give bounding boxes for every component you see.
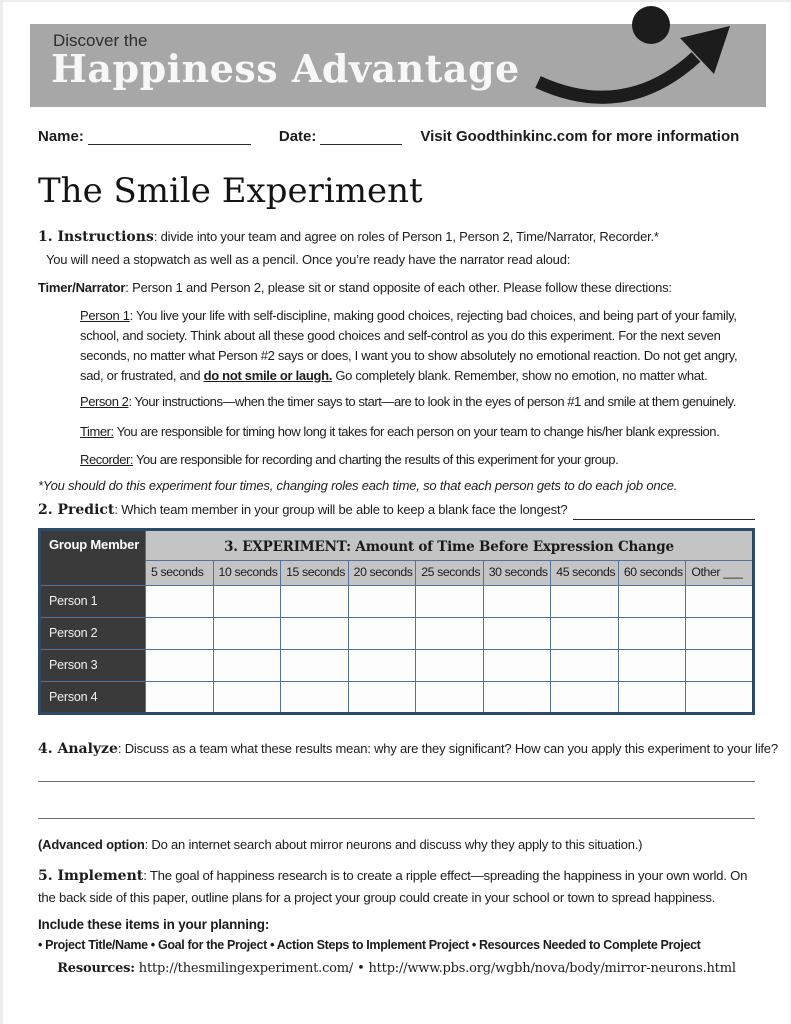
implement-paragraph	[38, 865, 755, 909]
entry-cell[interactable]	[618, 617, 686, 649]
entry-cell[interactable]	[618, 585, 686, 617]
column-header: 30 seconds	[483, 560, 551, 585]
page-title: The Smile Experiment	[38, 171, 423, 211]
analyze-text: : Discuss as a team what these results mean: why are they significant? How can you apply this experiment to your life?	[117, 740, 778, 756]
predict-heading: 2. Predict	[38, 501, 115, 518]
entry-cell[interactable]	[483, 649, 551, 681]
narrator-text: : Person 1 and Person 2, please sit or stand opposite of each other. Please follow these directions:	[125, 279, 672, 295]
resource-link-2[interactable]: http://www.pbs.org/wgbh/nova/body/mirror-neurons.html	[368, 960, 736, 976]
entry-cell[interactable]	[281, 681, 349, 713]
entry-cell[interactable]	[213, 617, 281, 649]
resources-separator: •	[357, 960, 365, 976]
row-label: Person 3	[40, 649, 146, 681]
row-label: Person 4	[40, 681, 146, 713]
entry-cell[interactable]	[551, 681, 619, 713]
entry-cell[interactable]	[551, 617, 619, 649]
answer-line-2[interactable]	[38, 818, 755, 819]
content-area	[38, 128, 778, 976]
entry-cell[interactable]	[281, 649, 349, 681]
column-header: 25 seconds	[416, 560, 484, 585]
advanced-text: : Do an internet search about mirror neurons and discuss why they apply to this situation.)	[144, 836, 643, 852]
entry-cell[interactable]	[213, 585, 281, 617]
experiment-table-body	[40, 585, 754, 713]
implement-text: : The goal of happiness research is to create a ripple effect—spreading the happiness in your own world. On the back side of this paper, outline plans for a project your group could create in your school or town to spread happiness.	[38, 867, 748, 905]
person1-emphasis: do not smile or laugh.	[203, 367, 333, 383]
instructions-heading: 1. Instructions	[38, 228, 154, 245]
entry-cell[interactable]	[146, 617, 214, 649]
planning-items-line: • Project Title/Name • Goal for the Project • Action Steps to Implement Project • Resources Needed to Complete Project	[38, 937, 701, 952]
entry-cell[interactable]	[348, 617, 416, 649]
group-member-header: Group Member	[40, 529, 146, 585]
analyze-line	[38, 739, 778, 759]
entry-cell[interactable]	[213, 649, 281, 681]
table-row	[40, 649, 754, 681]
person2-text: : Your instructions—when the timer says to start—are to look in the eyes of person #1 and smile at them genuinely.	[128, 393, 736, 409]
resource-link-1[interactable]: http://thesmilingexperiment.com/	[138, 960, 354, 976]
entry-cell[interactable]	[213, 681, 281, 713]
advanced-lead: (Advanced option	[38, 836, 145, 852]
person2-line	[80, 392, 755, 412]
entry-cell[interactable]	[348, 585, 416, 617]
entry-cell[interactable]	[348, 681, 416, 713]
advanced-option-line	[38, 835, 755, 855]
entry-cell[interactable]	[348, 649, 416, 681]
recorder-line	[80, 450, 755, 470]
entry-cell[interactable]	[686, 681, 754, 713]
column-header: 5 seconds	[146, 560, 214, 585]
implement-heading: 5. Implement	[38, 867, 144, 884]
instructions-line	[38, 227, 755, 247]
row-label: Person 2	[40, 617, 146, 649]
recorder-lead: Recorder:	[80, 451, 134, 467]
date-label: Date:	[278, 128, 317, 145]
smile-eye-dot-icon	[632, 6, 670, 44]
narrator-line	[38, 278, 755, 298]
resources-label: Resources:	[57, 960, 135, 976]
timer-line	[80, 422, 755, 442]
entry-cell[interactable]	[618, 649, 686, 681]
table-row	[40, 585, 754, 617]
person2-lead: Person 2	[80, 393, 129, 409]
column-header: 15 seconds	[281, 560, 349, 585]
entry-cell[interactable]	[281, 585, 349, 617]
analyze-heading: 4. Analyze	[38, 740, 118, 757]
entry-cell[interactable]	[483, 617, 551, 649]
entry-cell[interactable]	[686, 617, 754, 649]
timer-lead: Timer:	[80, 423, 114, 439]
smile-curve-icon	[538, 57, 696, 97]
name-blank-field[interactable]	[88, 130, 251, 145]
entry-cell[interactable]	[483, 585, 551, 617]
experiment-table-head	[40, 529, 754, 585]
timer-text: You are responsible for timing how long it takes for each person on your team to change his/her blank expression.	[113, 423, 720, 439]
narrator-lead: Timer/Narrator	[38, 279, 126, 295]
name-date-line	[38, 128, 755, 145]
entry-cell[interactable]	[551, 649, 619, 681]
predict-line	[38, 500, 755, 520]
instructions-line2: You will need a stopwatch as well as a pencil. Once you’re ready have the narrator read aloud:	[46, 251, 571, 267]
date-blank-field[interactable]	[320, 130, 402, 145]
person1-text-a: : You live your life with self-discipline, making good choices, rejecting bad choices, and being part of your family, school, and society. Think about all these good choices and self-control as you do this experiment. For the next seven seconds, no matter what Person #2 says or does, I want you to show absolutely no emotional reaction. Do not get angry, sad, or frustrated, and	[80, 307, 738, 383]
predict-text-wrap	[38, 500, 567, 520]
column-header: 20 seconds	[348, 560, 416, 585]
entry-cell[interactable]	[686, 585, 754, 617]
entry-cell[interactable]	[483, 681, 551, 713]
visit-info-text: Visit Goodthinkinc.com for more information	[420, 128, 740, 145]
row-label: Person 1	[40, 585, 146, 617]
entry-cell[interactable]	[281, 617, 349, 649]
smile-arrow-icon	[530, 0, 780, 118]
person1-paragraph	[80, 306, 755, 386]
column-header: Other ___	[686, 560, 754, 585]
entry-cell[interactable]	[146, 649, 214, 681]
entry-cell[interactable]	[416, 649, 484, 681]
footnote-text: *You should do this experiment four times, changing roles each time, so that each person gets to do each job once.	[38, 477, 678, 493]
entry-cell[interactable]	[551, 585, 619, 617]
entry-cell[interactable]	[686, 649, 754, 681]
entry-cell[interactable]	[416, 681, 484, 713]
column-header: 10 seconds	[213, 560, 281, 585]
column-header: 60 seconds	[618, 560, 686, 585]
entry-cell[interactable]	[416, 617, 484, 649]
person1-lead: Person 1	[80, 307, 130, 323]
person1-text-b: Go completely blank. Remember, show no emotion, no matter what.	[332, 367, 708, 383]
entry-cell[interactable]	[146, 585, 214, 617]
entry-cell[interactable]	[416, 585, 484, 617]
table-subheader-row	[40, 560, 754, 585]
banner-pretitle: Discover the	[53, 31, 148, 50]
name-label: Name:	[38, 128, 84, 145]
table-row	[40, 681, 754, 713]
table-title-row	[40, 529, 754, 560]
column-header: 45 seconds	[551, 560, 619, 585]
table-title: 3. EXPERIMENT: Amount of Time Before Expression Change	[146, 529, 754, 560]
predict-text: : Which team member in your group will be able to keep a blank face the longest?	[114, 501, 568, 517]
experiment-table	[38, 528, 755, 715]
entry-cell[interactable]	[146, 681, 214, 713]
entry-cell[interactable]	[618, 681, 686, 713]
table-row	[40, 617, 754, 649]
predict-blank-field[interactable]	[573, 505, 755, 520]
resources-line	[38, 961, 755, 976]
recorder-text: You are responsible for recording and charting the results of this experiment for your group.	[133, 451, 619, 467]
include-heading: Include these items in your planning:	[38, 916, 270, 932]
instructions-text: : divide into your team and agree on roles of Person 1, Person 2, Time/Narrator, Recorder.*	[153, 228, 659, 244]
answer-line-1[interactable]	[38, 781, 755, 782]
banner-title: Happiness Advantage	[51, 46, 520, 91]
